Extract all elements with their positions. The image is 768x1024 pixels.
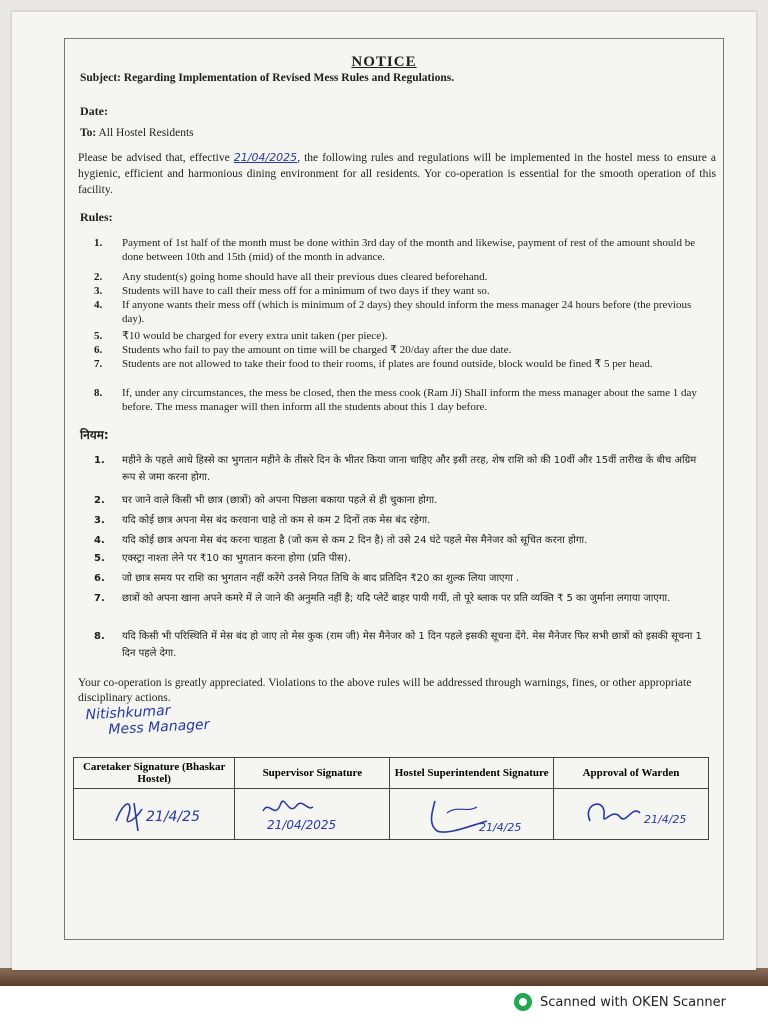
rule-text: Any student(s) going home should have all their previous dues cleared beforehand.: [122, 271, 488, 283]
rule-number: 5.: [94, 330, 103, 342]
rules-heading: Rules:: [80, 210, 113, 224]
mess-manager-signature: [85, 701, 210, 739]
rule-number: 4.: [94, 299, 103, 311]
warden-header: Approval of Warden: [553, 758, 708, 789]
scanner-logo-icon: [514, 993, 532, 1011]
rule-number: 8.: [94, 387, 103, 399]
supervisor-date: 21/04/2025: [267, 818, 337, 832]
scanner-watermark: [514, 991, 726, 1013]
notice-subject: Subject: Regarding Implementation of Revised Mess Rules and Regulations.: [80, 72, 455, 84]
rule-number: 6.: [94, 573, 105, 584]
rule-text: यदि कोई छात्र अपना मेस बंद करवाना चाहे तो कम से कम 2 दिनों तक मेस बंद रहेगा.: [122, 515, 431, 526]
superintendent-signature: [390, 789, 554, 840]
caretaker-signature: [74, 789, 235, 840]
rule-text: ₹10 would be charged for every extra unit taken (per piece).: [122, 330, 388, 342]
manager-name: Nitishkumar: [85, 702, 171, 724]
rule-number: 2.: [94, 495, 105, 506]
effective-date: 21/04/2025: [233, 151, 298, 164]
rule-text: Students are not allowed to take their food to their rooms, if plates are found outside, block would be fined ₹ 5 per head.: [122, 358, 653, 370]
warden-signature: [553, 789, 708, 840]
to-value: All Hostel Residents: [98, 127, 194, 139]
superintendent-date: 21/4/25: [478, 821, 522, 834]
closing-paragraph: Your co-operation is greatly appreciated. Violations to the above rules will be addressed through warnings, fines, or other appropriate disciplinary actions.: [78, 677, 692, 704]
table-edge: [0, 968, 768, 986]
rule-text: Students will have to call their mess off for a minimum of two days if they want so.: [122, 285, 490, 297]
rule-number: 1.: [94, 237, 103, 249]
rule-number: 8.: [94, 631, 105, 642]
caretaker-header: Caretaker Signature (Bhaskar Hostel): [74, 758, 235, 789]
manager-title: Mess Manager: [108, 716, 210, 739]
rule-text: घर जाने वाले किसी भी छात्र (छात्रों) को अपना पिछला बकाया पहले से ही चुकाना होगा.: [122, 495, 438, 506]
rule-text: Students who fail to pay the amount on time will be charged ₹ 20/day after the due date.: [122, 344, 512, 356]
rule-number: 7.: [94, 593, 105, 604]
rule-number: 1.: [94, 455, 105, 466]
rule-number: 4.: [94, 535, 105, 546]
signature-table: [73, 757, 709, 840]
recipient-line: [80, 127, 194, 139]
rule-text: If, under any circumstances, the mess be closed, then the mess cook (Ram Ji) Shall inform the mess manager about the same 1 day before. The mess manager will then inform all the students about this 1 day before.: [122, 387, 697, 413]
to-label: To:: [80, 127, 97, 139]
hindi-rules-heading: नियम:: [80, 428, 109, 442]
rule-number: 5.: [94, 553, 105, 564]
rule-text: If anyone wants their mess off (which is minimum of 2 days) they should inform the mess manager 24 hours before (the previous day).: [122, 299, 692, 325]
signature-header-row: [74, 758, 709, 789]
intro-before: Please be advised that, effective: [78, 152, 230, 164]
superintendent-header: Hostel Superintendent Signature: [390, 758, 554, 789]
warden-date: 21/4/25: [643, 813, 687, 826]
date-label: Date:: [80, 104, 108, 118]
rule-text: छात्रों को अपना खाना अपने कमरे में ले जाने की अनुमति नहीं है; यदि प्लेटें बाहर पायी गयीं, तो पूरे ब्लाक पर प्रति व्यक्ति ₹ 5 का जुर्माना लगाया जाएगा.: [122, 593, 671, 604]
rule-number: 2.: [94, 271, 103, 283]
supervisor-header: Supervisor Signature: [235, 758, 390, 789]
rule-text: यदि किसी भी परिस्थिति में मेस बंद हो जाए तो मेस कुक (राम जी) मेस मैनेजर को 1 दिन पहले इसकी सूचना देंगे. मेस मैनेजर फिर सभी छात्रों को इसकी सूचना 1 दिन पहले देगा.: [122, 631, 702, 659]
notice-title: NOTICE: [351, 54, 417, 70]
rule-text: महीने के पहले आधे हिस्से का भुगतान महीने के तीसरे दिन के भीतर किया जाना चाहिए और इसी तरह, शेष राशि को की 10वीं और 15वीं तारीख के बीच अग्रिम रूप से जमा करना होगा.: [122, 455, 697, 483]
intro-paragraph: [78, 150, 716, 198]
rule-number: 6.: [94, 344, 103, 356]
rule-text: Payment of 1st half of the month must be done within 3rd day of the month and likewise, payment of rest of the amount should be done between 10th and 15th (mid) of the month in advance.: [122, 237, 696, 263]
rule-number: 7.: [94, 358, 103, 370]
rule-text: यदि कोई छात्र अपना मेस बंद करना चाहता है (जो कम से कम 2 दिन है) तो उसे 24 घंटे पहले मेस मैनेजर को सूचित करना होगा.: [122, 535, 588, 546]
rule-number: 3.: [94, 285, 103, 297]
supervisor-signature: [235, 789, 390, 840]
rule-number: 3.: [94, 515, 105, 526]
caretaker-date: 21/4/25: [146, 809, 201, 825]
scanner-text: Scanned with OKEN Scanner: [540, 994, 726, 1010]
intro-after: , the following rules and regulations will be implemented in the hostel mess to ensure a hygienic, efficient and harmonious dining environment for all residents. Yor co-operation is essential for the smooth operation of this facility.: [78, 152, 717, 196]
rule-text: एक्स्ट्रा नाश्ता लेने पर ₹10 का भुगतान करना होगा (प्रति पीस).: [122, 553, 351, 564]
signature-row: [74, 789, 709, 840]
rule-text: जो छात्र समय पर राशि का भुगतान नहीं करेंगे उनसे नियत तिथि के बाद प्रतिदिन ₹20 का शुल्क लिया जाएगा .: [122, 573, 520, 584]
